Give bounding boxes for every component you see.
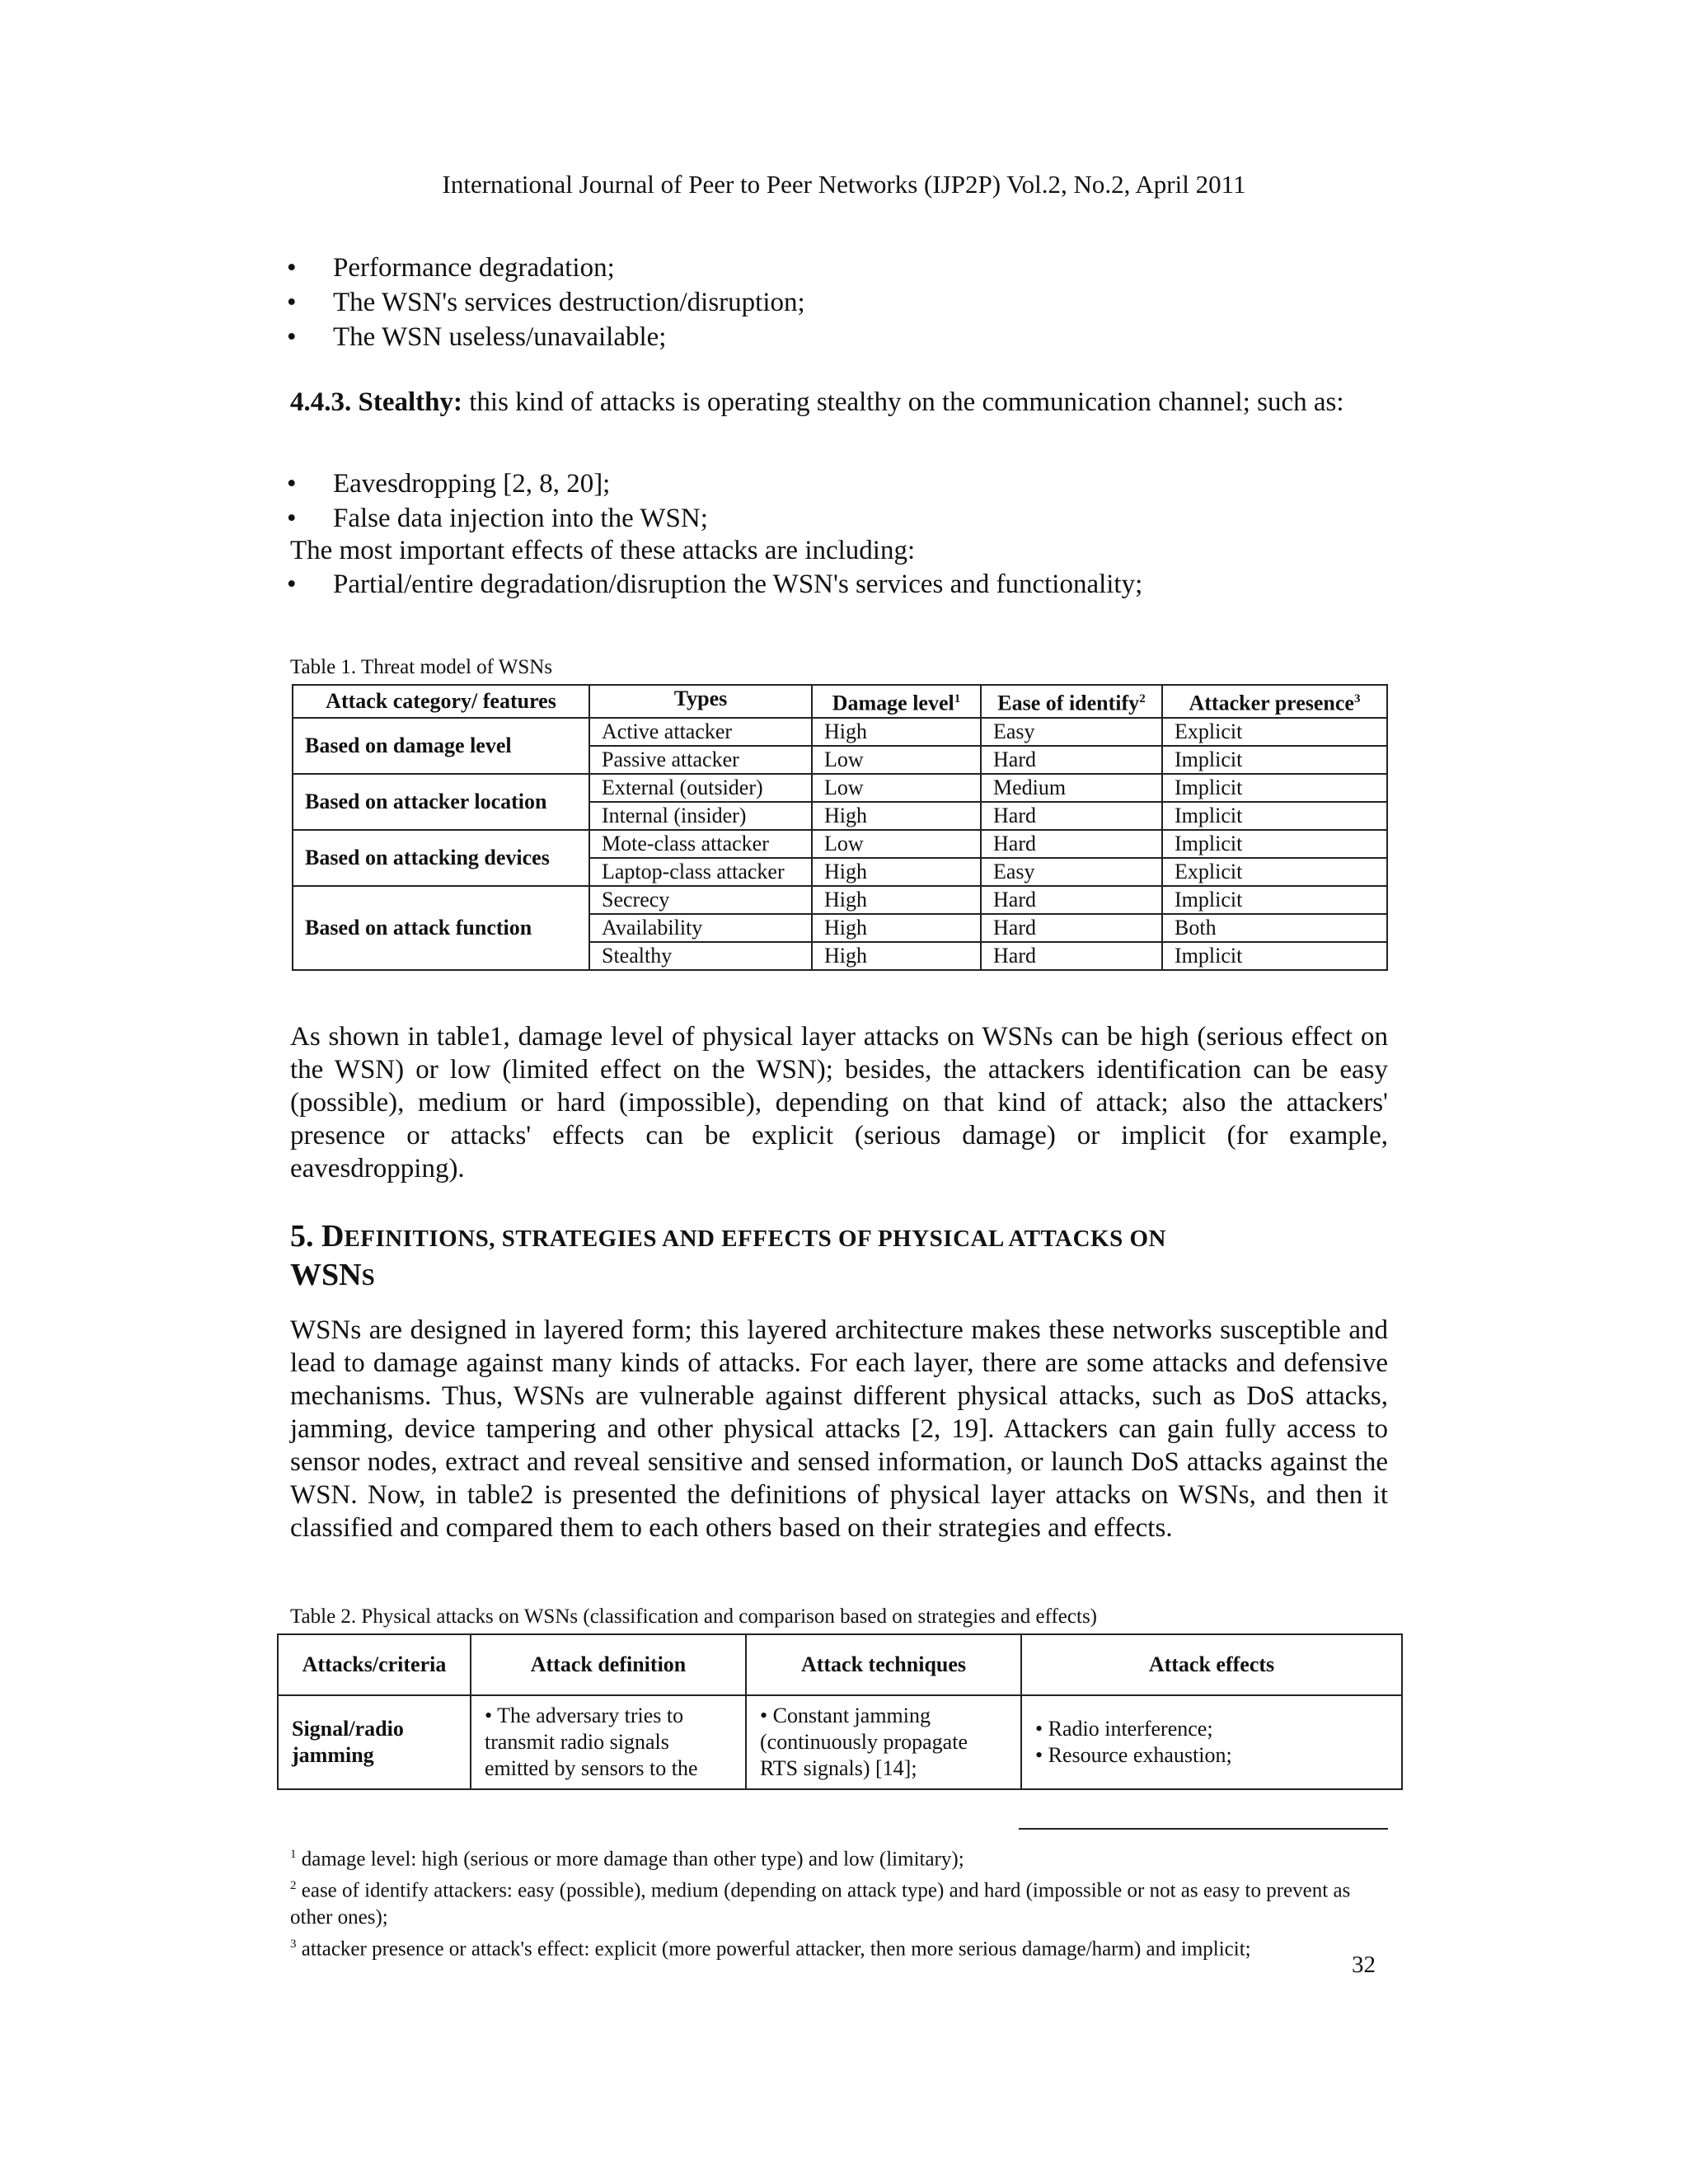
footnotes [290, 1841, 1395, 1962]
table-cell-techniques: • Constant jamming (continuously propagate RTS signals) [14]; [746, 1695, 1021, 1789]
paragraph-section5: WSNs are designed in layered form; this layered architecture makes these networks susceptible and lead to damage against many kinds of attacks. For each layer, there are some attacks and defensive mechanisms. Thus, WSNs are vulnerable against different physical attacks, such as DoS attacks, jamming, device tampering and other physical attacks [2, 19]. Attackers can gain fully access to sensor nodes, extract and reveal sensitive and sensed information, or launch DoS attacks against the WSN. Now, in table2 is presented the definitions of physical layer attacks on WSNs, and then it classified and compared them to each others based on their strategies and effects. [290, 1315, 1388, 1543]
column-header: Attacker presence$^3$ [1162, 685, 1387, 718]
list-item: • Partial/entire degradation/disruption the WSN's services and functionality; [287, 569, 1143, 599]
table-cell: High [812, 914, 981, 942]
table-cell: High [812, 802, 981, 830]
table-row [278, 1695, 1402, 1789]
table-cell-category: Based on attack function [293, 886, 589, 970]
column-header: Ease of identify$^2$ [981, 685, 1162, 718]
table-cell: External (outsider) [589, 774, 812, 802]
page-number: 32 [1352, 1952, 1376, 1978]
table-cell: Implicit [1162, 746, 1387, 774]
table-header-row [278, 1634, 1402, 1695]
list-item: • The WSN useless/unavailable; [287, 322, 667, 352]
effects-intro: The most important effects of these attacks are including: [290, 536, 916, 565]
table-row [293, 774, 1387, 802]
table-cell: Secrecy [589, 886, 812, 914]
table1-caption: Table 1. Threat model of WSNs [290, 656, 553, 678]
table-cell: Explicit [1162, 858, 1387, 886]
table-cell: Hard [981, 914, 1162, 942]
table-cell: Easy [981, 718, 1162, 746]
table-cell: Medium [981, 774, 1162, 802]
table-cell: Availability [589, 914, 812, 942]
physical-attacks-table [277, 1633, 1403, 1790]
section-5-heading: 5. DEFINITIONS, STRATEGIES AND EFFECTS OF PHYSICAL ATTACKS ON WSNS [290, 1219, 1166, 1292]
table-cell: Active attacker [589, 718, 812, 746]
table-row [293, 886, 1387, 914]
table-cell: High [812, 942, 981, 970]
table-cell-effects [1021, 1695, 1402, 1789]
table-cell: Hard [981, 886, 1162, 914]
column-header: Attack definition [471, 1634, 746, 1695]
column-header: Attack effects [1021, 1634, 1402, 1695]
section-4-4-3-paragraph: 4.4.3. Stealthy: this kind of attacks is operating stealthy on the communication channel; such as: [290, 387, 1344, 417]
table-cell: Stealthy [589, 942, 812, 970]
footnote-separator [1019, 1828, 1388, 1830]
column-header: Attack category/ features [293, 685, 589, 718]
table-cell: Low [812, 830, 981, 858]
list-item: • Resource exhaustion; [1035, 1743, 1232, 1767]
table-cell: Internal (insider) [589, 802, 812, 830]
table-cell: Implicit [1162, 830, 1387, 858]
table-cell: Laptop-class attacker [589, 858, 812, 886]
footnote: $^3$ attacker presence or attack's effect: explicit (more powerful attacker, then more serious damage/harm) and implicit; [290, 1937, 1251, 1960]
table-cell: Hard [981, 802, 1162, 830]
table-row [293, 830, 1387, 858]
list-item: • False data injection into the WSN; [287, 504, 708, 533]
bullet-list-top [287, 251, 805, 354]
table-cell: Implicit [1162, 942, 1387, 970]
table-header-row [293, 685, 1387, 718]
column-header: Types [589, 685, 812, 718]
bullet-list-effects [287, 567, 1142, 602]
table-cell: High [812, 886, 981, 914]
table-cell: High [812, 718, 981, 746]
table-cell: Both [1162, 914, 1387, 942]
table-cell: Mote-class attacker [589, 830, 812, 858]
journal-header: International Journal of Peer to Peer Networks (IJP2P) Vol.2, No.2, April 2011 [442, 170, 1246, 199]
list-item: • Performance degradation; [287, 253, 615, 283]
table-cell: Implicit [1162, 802, 1387, 830]
table-cell-category: Signal/radio jamming [278, 1695, 471, 1789]
table-cell-definition: • The adversary tries to transmit radio signals emitted by sensors to the [471, 1695, 746, 1789]
column-header: Damage level$^1$ [812, 685, 981, 718]
table2-caption: Table 2. Physical attacks on WSNs (classification and comparison based on strategies and effects) [290, 1605, 1097, 1628]
table-cell-category: Based on attacker location [293, 774, 589, 830]
list-item: • Radio interference; [1035, 1717, 1213, 1741]
threat-model-table [292, 684, 1388, 971]
table-cell: Hard [981, 942, 1162, 970]
table-cell: Passive attacker [589, 746, 812, 774]
table-cell-category: Based on attacking devices [293, 830, 589, 886]
paragraph-table1-discussion: As shown in table1, damage level of physical layer attacks on WSNs can be high (serious effect on the WSN) or low (limited effect on the WSN); besides, the attackers identification can be easy (possible), medium or hard (impossible), depending on that kind of attack; also the attackers' presence or attacks' effects can be explicit (serious damage) or implicit (for example, eavesdropping). [290, 1022, 1388, 1183]
table-cell: Hard [981, 830, 1162, 858]
table-cell: Easy [981, 858, 1162, 886]
table-cell: Implicit [1162, 886, 1387, 914]
section-label: 4.4.3. Stealthy: [290, 387, 462, 417]
table-row [293, 718, 1387, 746]
column-header: Attack techniques [746, 1634, 1021, 1695]
column-header: Attacks/criteria [278, 1634, 471, 1695]
list-item: • The WSN's services destruction/disruption; [287, 288, 805, 317]
table-cell: Explicit [1162, 718, 1387, 746]
bullet-list-stealthy [287, 466, 708, 536]
table-cell: Hard [981, 746, 1162, 774]
table-cell: Implicit [1162, 774, 1387, 802]
table-cell-category: Based on damage level [293, 718, 589, 774]
list-item: • Eavesdropping [2, 8, 20]; [287, 469, 611, 499]
table-cell: Low [812, 774, 981, 802]
table-cell: Low [812, 746, 981, 774]
footnote: $^2$ ease of identify attackers: easy (possible), medium (depending on attack type) and hard (impossible or not as easy to prevent as other ones); [290, 1879, 1351, 1929]
footnote: $^1$ damage level: high (serious or more damage than other type) and low (limitary); [290, 1848, 964, 1871]
table-cell: High [812, 858, 981, 886]
